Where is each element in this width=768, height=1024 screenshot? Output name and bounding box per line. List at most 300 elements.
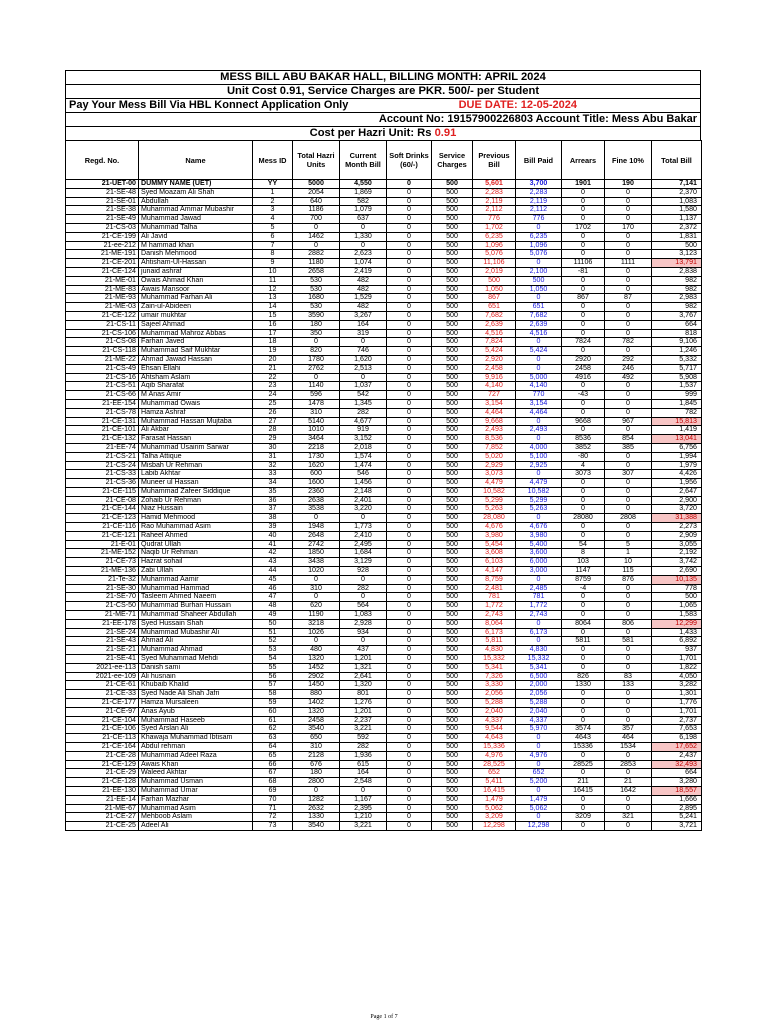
- cell-total: 3,055: [652, 540, 702, 549]
- cell-total: 1,701: [652, 655, 702, 664]
- cell-units: 530: [293, 303, 340, 312]
- cell-current: 1,529: [340, 294, 387, 303]
- cell-name: Muhammad Haseeb: [139, 716, 253, 725]
- cell-soft: 0: [387, 540, 432, 549]
- cell-prev: 5,411: [473, 778, 516, 787]
- cell-paid: 2,000: [516, 681, 562, 690]
- cell-name: Ali Akbar: [139, 426, 253, 435]
- sheet-title: MESS BILL ABU BAKAR HALL, BILLING MONTH: APRIL 2024: [65, 70, 701, 84]
- cell-arrears: 1901: [562, 180, 605, 189]
- cell-arrears: 103: [562, 558, 605, 567]
- table-row: [66, 267, 702, 276]
- cell-reg: 21-EE-14: [66, 795, 139, 804]
- cell-paid: 0: [516, 364, 562, 373]
- cell-soft: 0: [387, 655, 432, 664]
- cell-fine: 0: [605, 479, 652, 488]
- cell-units: 350: [293, 329, 340, 338]
- cell-current: 0: [340, 637, 387, 646]
- column-header: Bill Paid: [516, 141, 562, 180]
- cell-arrears: 0: [562, 769, 605, 778]
- cell-current: 0: [340, 786, 387, 795]
- cell-prev: 9,668: [473, 417, 516, 426]
- cell-service: 500: [432, 567, 473, 576]
- cell-arrears: 2458: [562, 364, 605, 373]
- cell-reg: 21-SE-43: [66, 637, 139, 646]
- cell-id: 57: [253, 681, 293, 690]
- cell-units: 1186: [293, 206, 340, 215]
- cell-reg: 21-CE-25: [66, 822, 139, 831]
- cell-paid: 2,283: [516, 188, 562, 197]
- cell-id: 52: [253, 637, 293, 646]
- cell-current: 3,129: [340, 558, 387, 567]
- cell-name: Khawaja Muhammad Ibtisam: [139, 734, 253, 743]
- cell-fine: 464: [605, 734, 652, 743]
- cell-soft: 0: [387, 180, 432, 189]
- cell-arrears: 1702: [562, 223, 605, 232]
- table-row: [66, 347, 702, 356]
- cell-name: Mehboob Aslam: [139, 813, 253, 822]
- cell-prev: 2,920: [473, 355, 516, 364]
- cell-paid: 5,299: [516, 496, 562, 505]
- cell-paid: 500: [516, 276, 562, 285]
- cell-name: Khubaib Khalid: [139, 681, 253, 690]
- cell-reg: 21-CE-164: [66, 743, 139, 752]
- cell-name: Muhammad Ahmad: [139, 646, 253, 655]
- cell-total: 1,433: [652, 628, 702, 637]
- cell-id: 26: [253, 408, 293, 417]
- cell-total: 1,956: [652, 479, 702, 488]
- table-row: [66, 188, 702, 197]
- cell-arrears: 1147: [562, 567, 605, 576]
- cell-prev: 7,824: [473, 338, 516, 347]
- cell-service: 500: [432, 206, 473, 215]
- cell-fine: 0: [605, 452, 652, 461]
- cell-fine: 0: [605, 646, 652, 655]
- cell-paid: 5,062: [516, 804, 562, 813]
- cell-reg: 21-ME-136: [66, 567, 139, 576]
- cell-fine: 307: [605, 470, 652, 479]
- table-row: [66, 259, 702, 268]
- cell-fine: 246: [605, 364, 652, 373]
- cell-id: 8: [253, 250, 293, 259]
- cell-total: 3,742: [652, 558, 702, 567]
- cell-fine: 0: [605, 602, 652, 611]
- cell-units: 3218: [293, 619, 340, 628]
- cell-fine: 0: [605, 382, 652, 391]
- cell-prev: 3,073: [473, 470, 516, 479]
- cell-id: 4: [253, 215, 293, 224]
- cell-name: Misbah Ur Rehman: [139, 461, 253, 470]
- cell-name: Muhammad Saif Mukhtar: [139, 347, 253, 356]
- cell-units: 676: [293, 760, 340, 769]
- cell-arrears: 16415: [562, 786, 605, 795]
- cell-soft: 0: [387, 734, 432, 743]
- table-row: [66, 399, 702, 408]
- cell-current: 582: [340, 197, 387, 206]
- cell-name: Muhammad Talha: [139, 223, 253, 232]
- cell-soft: 0: [387, 593, 432, 602]
- cell-paid: 0: [516, 470, 562, 479]
- cell-units: 3438: [293, 558, 340, 567]
- cell-total: 2,370: [652, 188, 702, 197]
- cell-units: 1282: [293, 795, 340, 804]
- cell-total: 1,666: [652, 795, 702, 804]
- cell-fine: 806: [605, 619, 652, 628]
- cell-units: 1010: [293, 426, 340, 435]
- cell-name: Awais Khan: [139, 760, 253, 769]
- cell-prev: 4,516: [473, 329, 516, 338]
- cell-paid: 5,970: [516, 725, 562, 734]
- cell-soft: 0: [387, 778, 432, 787]
- pay-note: Pay Your Mess Bill Via HBL Konnect Application Only: [69, 99, 349, 111]
- cell-paid: 6,235: [516, 232, 562, 241]
- cell-prev: 2,040: [473, 707, 516, 716]
- cell-prev: 776: [473, 215, 516, 224]
- cell-name: Qudrat Ullah: [139, 540, 253, 549]
- cell-prev: 15,332: [473, 655, 516, 664]
- cell-units: 310: [293, 408, 340, 417]
- cell-paid: 15,332: [516, 655, 562, 664]
- table-row: [66, 452, 702, 461]
- cell-service: 500: [432, 725, 473, 734]
- cell-service: 500: [432, 558, 473, 567]
- table-row: [66, 523, 702, 532]
- cell-service: 500: [432, 417, 473, 426]
- cell-id: 15: [253, 311, 293, 320]
- cell-fine: 876: [605, 575, 652, 584]
- cell-paid: 2,925: [516, 461, 562, 470]
- cell-current: 1,321: [340, 663, 387, 672]
- cell-total: 10,135: [652, 575, 702, 584]
- table-row: [66, 628, 702, 637]
- cell-service: 500: [432, 487, 473, 496]
- cell-reg: 21-EE-74: [66, 443, 139, 452]
- cell-current: 3,152: [340, 435, 387, 444]
- cell-service: 500: [432, 646, 473, 655]
- cell-soft: 0: [387, 452, 432, 461]
- cell-soft: 0: [387, 188, 432, 197]
- cell-name: Raheel Ahmed: [139, 531, 253, 540]
- cell-arrears: 0: [562, 707, 605, 716]
- cell-paid: 0: [516, 734, 562, 743]
- cell-reg: 21-CE-199: [66, 232, 139, 241]
- cell-name: Muhammad Ammar Mubashir: [139, 206, 253, 215]
- cell-reg: 21-SE-48: [66, 188, 139, 197]
- cell-total: 982: [652, 276, 702, 285]
- cell-reg: 21-SE-38: [66, 206, 139, 215]
- cell-prev: 12,298: [473, 822, 516, 831]
- cell-units: 3538: [293, 505, 340, 514]
- cell-paid: 5,200: [516, 778, 562, 787]
- cell-id: 39: [253, 523, 293, 532]
- cell-arrears: 0: [562, 751, 605, 760]
- cell-reg: 21-CS-78: [66, 408, 139, 417]
- cell-fine: 0: [605, 531, 652, 540]
- cell-arrears: 0: [562, 188, 605, 197]
- cell-fine: 0: [605, 206, 652, 215]
- cell-reg: 21-CS-36: [66, 479, 139, 488]
- cell-fine: 385: [605, 443, 652, 452]
- cell-prev: 500: [473, 276, 516, 285]
- cell-arrears: 28525: [562, 760, 605, 769]
- column-header: Current Month Bill: [340, 141, 387, 180]
- cell-soft: 0: [387, 804, 432, 813]
- cell-total: 6,756: [652, 443, 702, 452]
- cell-current: 1,201: [340, 655, 387, 664]
- cell-units: 880: [293, 690, 340, 699]
- cell-reg: 21-CS-118: [66, 347, 139, 356]
- cell-units: 2360: [293, 487, 340, 496]
- cell-paid: 6,173: [516, 628, 562, 637]
- cell-reg: 21-E-01: [66, 540, 139, 549]
- cell-fine: 83: [605, 672, 652, 681]
- cell-soft: 0: [387, 760, 432, 769]
- cell-paid: 3,700: [516, 180, 562, 189]
- cell-fine: 782: [605, 338, 652, 347]
- cell-paid: 652: [516, 769, 562, 778]
- cell-soft: 0: [387, 681, 432, 690]
- cell-total: 937: [652, 646, 702, 655]
- cell-current: 928: [340, 567, 387, 576]
- cell-current: 1,869: [340, 188, 387, 197]
- cell-reg: 21-CS-33: [66, 470, 139, 479]
- cell-id: 14: [253, 303, 293, 312]
- cell-paid: 0: [516, 813, 562, 822]
- cell-id: 73: [253, 822, 293, 831]
- cell-soft: 0: [387, 259, 432, 268]
- cell-current: 1,083: [340, 611, 387, 620]
- table-row: [66, 663, 702, 672]
- cell-arrears: 0: [562, 646, 605, 655]
- cell-arrears: 0: [562, 716, 605, 725]
- cell-current: 801: [340, 690, 387, 699]
- cell-fine: 0: [605, 408, 652, 417]
- cell-current: 1,474: [340, 461, 387, 470]
- cell-prev: 5,454: [473, 540, 516, 549]
- cell-reg: 21-ME-22: [66, 355, 139, 364]
- cell-service: 500: [432, 505, 473, 514]
- cell-current: 1,074: [340, 259, 387, 268]
- cell-soft: 0: [387, 399, 432, 408]
- cell-units: 1600: [293, 479, 340, 488]
- cell-units: 0: [293, 338, 340, 347]
- cell-fine: 0: [605, 822, 652, 831]
- cell-service: 500: [432, 575, 473, 584]
- cost-per-unit-line: [65, 126, 701, 140]
- table-row: [66, 250, 702, 259]
- cell-reg: 21-SE-70: [66, 593, 139, 602]
- cell-units: 3540: [293, 822, 340, 831]
- cell-paid: 4,464: [516, 408, 562, 417]
- cell-service: 500: [432, 707, 473, 716]
- cell-reg: 2021-ee-113: [66, 663, 139, 672]
- cell-name: Sajeel Ahmad: [139, 320, 253, 329]
- cell-paid: 6,000: [516, 558, 562, 567]
- cell-units: 1450: [293, 681, 340, 690]
- table-row: [66, 206, 702, 215]
- cell-total: 6,198: [652, 734, 702, 743]
- cell-name: Awais Mansoor: [139, 285, 253, 294]
- cell-arrears: 0: [562, 496, 605, 505]
- cell-name: Farasat Hassan: [139, 435, 253, 444]
- cell-name: Muhammad Usairim Sarwar: [139, 443, 253, 452]
- cell-total: 2,690: [652, 567, 702, 576]
- cell-fine: 0: [605, 769, 652, 778]
- cell-arrears: 0: [562, 593, 605, 602]
- cell-service: 500: [432, 250, 473, 259]
- cell-soft: 0: [387, 417, 432, 426]
- cell-total: 664: [652, 769, 702, 778]
- table-row: [66, 496, 702, 505]
- cell-arrears: 0: [562, 329, 605, 338]
- cell-soft: 0: [387, 373, 432, 382]
- cell-service: 500: [432, 223, 473, 232]
- cell-service: 500: [432, 435, 473, 444]
- cell-arrears: 0: [562, 232, 605, 241]
- cell-reg: 21-CS-16: [66, 373, 139, 382]
- cell-arrears: 3073: [562, 470, 605, 479]
- cell-fine: 2808: [605, 514, 652, 523]
- cell-prev: 652: [473, 769, 516, 778]
- cell-arrears: 0: [562, 479, 605, 488]
- cell-id: 65: [253, 751, 293, 760]
- table-row: [66, 294, 702, 303]
- cell-arrears: 0: [562, 320, 605, 329]
- cell-paid: 651: [516, 303, 562, 312]
- cell-arrears: 4916: [562, 373, 605, 382]
- cell-current: 164: [340, 769, 387, 778]
- cell-fine: 87: [605, 294, 652, 303]
- cell-prev: 7,682: [473, 311, 516, 320]
- cell-service: 500: [432, 540, 473, 549]
- cell-name: M hammad khan: [139, 241, 253, 250]
- table-row: [66, 311, 702, 320]
- cell-prev: 2,458: [473, 364, 516, 373]
- table-row: [66, 443, 702, 452]
- cell-units: 2800: [293, 778, 340, 787]
- cell-id: 71: [253, 804, 293, 813]
- table-row: [66, 760, 702, 769]
- table-row: [66, 241, 702, 250]
- table-row: [66, 215, 702, 224]
- cell-name: Hazrat sohail: [139, 558, 253, 567]
- cell-current: 2,419: [340, 267, 387, 276]
- cell-id: 35: [253, 487, 293, 496]
- cell-soft: 0: [387, 514, 432, 523]
- cell-reg: 21-CE-104: [66, 716, 139, 725]
- cell-paid: 2,119: [516, 197, 562, 206]
- cell-prev: 7,326: [473, 672, 516, 681]
- cell-id: 53: [253, 646, 293, 655]
- cell-prev: 5,263: [473, 505, 516, 514]
- cell-soft: 0: [387, 813, 432, 822]
- table-row: [66, 813, 702, 822]
- cell-name: Muhammad Mubashir Ali: [139, 628, 253, 637]
- cell-fine: 0: [605, 232, 652, 241]
- cell-prev: 4,976: [473, 751, 516, 760]
- cell-units: 1402: [293, 699, 340, 708]
- cell-paid: 5,400: [516, 540, 562, 549]
- cell-name: Ahmad Jawad Hassan: [139, 355, 253, 364]
- cell-arrears: 8: [562, 549, 605, 558]
- cell-fine: 2853: [605, 760, 652, 769]
- table-row: [66, 531, 702, 540]
- cell-reg: 21-CE-124: [66, 267, 139, 276]
- cell-fine: 0: [605, 751, 652, 760]
- cell-fine: 0: [605, 241, 652, 250]
- cell-service: 500: [432, 373, 473, 382]
- cell-arrears: 0: [562, 487, 605, 496]
- cell-total: 13,791: [652, 259, 702, 268]
- cell-units: 1850: [293, 549, 340, 558]
- cell-reg: 21-CE-61: [66, 681, 139, 690]
- cell-units: 0: [293, 373, 340, 382]
- cell-paid: 2,112: [516, 206, 562, 215]
- cell-total: 2,895: [652, 804, 702, 813]
- cell-units: 1462: [293, 232, 340, 241]
- cell-name: Zain-ul-Abideen: [139, 303, 253, 312]
- cell-id: 22: [253, 373, 293, 382]
- table-row: [66, 303, 702, 312]
- cell-prev: 4,147: [473, 567, 516, 576]
- cell-total: 3,280: [652, 778, 702, 787]
- cell-id: 3: [253, 206, 293, 215]
- cell-total: 1,537: [652, 382, 702, 391]
- cell-current: 546: [340, 470, 387, 479]
- cell-reg: 21-CE-29: [66, 769, 139, 778]
- column-header: Previous Bill: [473, 141, 516, 180]
- cell-id: 41: [253, 540, 293, 549]
- table-row: [66, 804, 702, 813]
- cell-name: Zabi Ullah: [139, 567, 253, 576]
- cell-reg: 21-CS-106: [66, 329, 139, 338]
- cell-reg: 21-Te-32: [66, 575, 139, 584]
- cell-prev: 5,299: [473, 496, 516, 505]
- cell-total: 2,838: [652, 267, 702, 276]
- cell-service: 500: [432, 232, 473, 241]
- cell-current: 1,345: [340, 399, 387, 408]
- cell-fine: 357: [605, 725, 652, 734]
- cell-soft: 0: [387, 435, 432, 444]
- cell-prev: 727: [473, 391, 516, 400]
- table-row: [66, 611, 702, 620]
- cell-reg: 21-CE-113: [66, 734, 139, 743]
- cell-arrears: 867: [562, 294, 605, 303]
- cell-units: 1026: [293, 628, 340, 637]
- cell-reg: 21-CE-144: [66, 505, 139, 514]
- cell-soft: 0: [387, 822, 432, 831]
- cell-reg: 21-CE-101: [66, 426, 139, 435]
- cell-arrears: 211: [562, 778, 605, 787]
- cell-units: 620: [293, 602, 340, 611]
- cell-paid: 1,479: [516, 795, 562, 804]
- cell-soft: 0: [387, 567, 432, 576]
- cell-soft: 0: [387, 267, 432, 276]
- cell-current: 542: [340, 391, 387, 400]
- table-row: [66, 822, 702, 831]
- cell-service: 500: [432, 311, 473, 320]
- cell-id: 46: [253, 584, 293, 593]
- cell-reg: 21-CE-08: [66, 496, 139, 505]
- cell-soft: 0: [387, 487, 432, 496]
- cell-id: 36: [253, 496, 293, 505]
- cell-units: 640: [293, 197, 340, 206]
- cell-reg: 21-CE-73: [66, 558, 139, 567]
- cell-arrears: 0: [562, 408, 605, 417]
- cell-units: 0: [293, 593, 340, 602]
- cell-current: 1,079: [340, 206, 387, 215]
- cell-id: 59: [253, 699, 293, 708]
